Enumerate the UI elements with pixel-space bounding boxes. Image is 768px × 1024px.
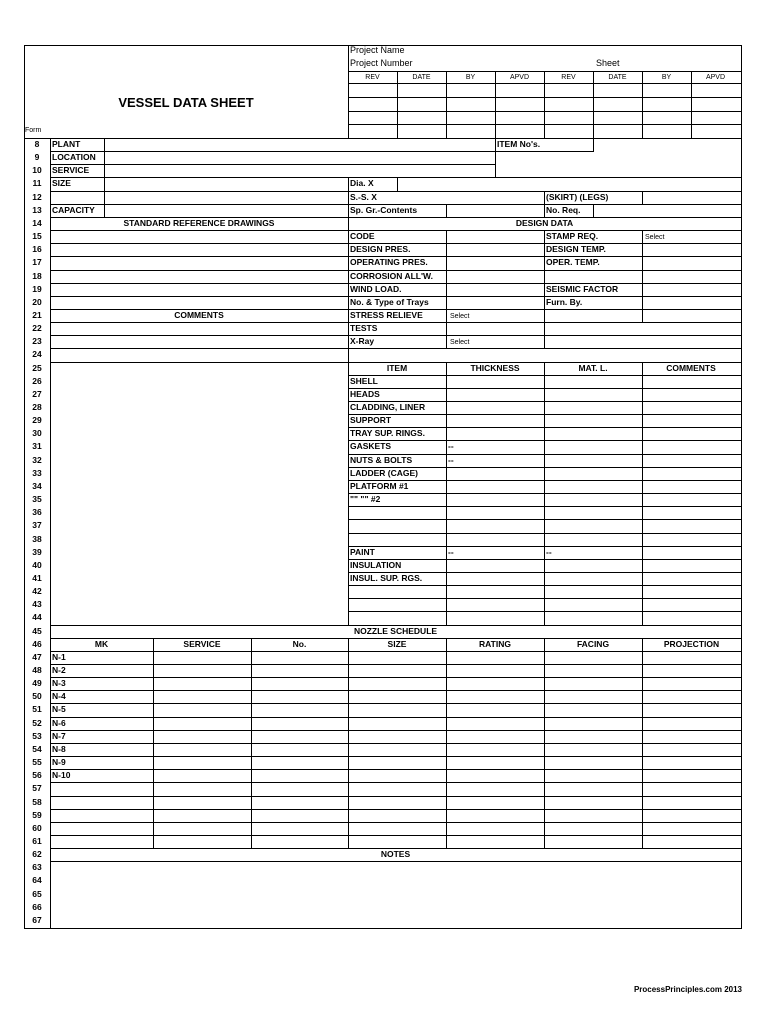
nozzle-divider xyxy=(153,638,154,849)
nozzle-mark: N-7 xyxy=(52,731,66,741)
dd-divider xyxy=(642,256,643,271)
line-number: 43 xyxy=(32,599,42,609)
row-rule xyxy=(348,546,742,547)
line-number: 25 xyxy=(32,363,42,373)
design-data-label: CODE xyxy=(350,231,375,241)
nozzle-header: SIZE xyxy=(387,639,407,649)
ss-label: S.-S. X xyxy=(350,192,377,202)
nozzle-divider xyxy=(642,638,643,849)
line-number: 8 xyxy=(34,139,40,149)
rev-grid-row xyxy=(348,97,742,98)
line-number: 33 xyxy=(32,468,42,478)
line-number: 9 xyxy=(34,152,40,162)
line-number: 27 xyxy=(32,389,42,399)
row-rule xyxy=(348,533,742,534)
line-number: 12 xyxy=(32,192,42,202)
line-number: 36 xyxy=(32,507,42,517)
line-number: 64 xyxy=(32,875,42,885)
materials-item: INSULATION xyxy=(350,560,402,570)
line-number: 46 xyxy=(32,639,42,649)
design-data-label: X-Ray xyxy=(350,336,375,346)
design-data-heading: DESIGN DATA xyxy=(515,218,574,228)
line-number: 60 xyxy=(32,823,42,833)
general-label-divider xyxy=(104,138,105,218)
design-data-label: OPERATING PRES. xyxy=(350,257,428,267)
row-rule xyxy=(348,559,742,560)
row-rule xyxy=(104,177,742,178)
skirt-divider xyxy=(544,191,545,218)
nozzle-header: PROJECTION xyxy=(663,639,720,649)
mat-divider xyxy=(642,362,643,626)
item-divider xyxy=(593,138,594,152)
line-number: 49 xyxy=(32,678,42,688)
frame-bottom xyxy=(24,928,742,929)
dd-divider xyxy=(544,309,545,349)
materials-item: CLADDING, LINER xyxy=(350,402,426,412)
std-ref-drawings-heading: STANDARD REFERENCE DRAWINGS xyxy=(123,218,275,228)
line-number: 45 xyxy=(32,626,42,636)
row-rule xyxy=(348,611,742,612)
materials-header: ITEM xyxy=(386,363,408,373)
line-number: 20 xyxy=(32,297,42,307)
dd-divider xyxy=(544,296,545,310)
dia-label: Dia. X xyxy=(350,178,374,188)
rev-column-header: REV xyxy=(561,74,576,81)
dd-divider xyxy=(544,283,545,297)
line-number: 35 xyxy=(32,494,42,504)
line-number: 15 xyxy=(32,231,42,241)
nozzle-divider xyxy=(251,638,252,849)
nozzle-header: RATING xyxy=(479,639,511,649)
nozzle-mark: N-3 xyxy=(52,678,66,688)
footer-credit: ProcessPrinciples.com 2013 xyxy=(633,985,742,994)
dd-divider xyxy=(446,256,447,271)
row-rule xyxy=(50,348,742,349)
line-number: 67 xyxy=(32,915,42,925)
line-number: 11 xyxy=(32,178,42,188)
design-data-label: DESIGN TEMP. xyxy=(546,244,606,254)
nozzle-divider xyxy=(446,638,447,849)
rev-column-header: DATE xyxy=(608,74,627,81)
line-number: 44 xyxy=(32,612,42,622)
capacity-label: CAPACITY xyxy=(52,205,95,215)
line-number: 31 xyxy=(32,441,42,451)
sheet-label: Sheet xyxy=(596,58,620,68)
item-divider xyxy=(495,138,496,178)
row-rule xyxy=(348,414,742,415)
line-number: 32 xyxy=(32,455,42,465)
form-label: Form xyxy=(25,127,42,134)
location-label: LOCATION xyxy=(52,152,96,162)
project-name-label: Project Name xyxy=(350,45,405,55)
materials-item: INSUL. SUP. RGS. xyxy=(350,573,423,583)
line-number: 39 xyxy=(32,547,42,557)
row-rule xyxy=(50,151,496,152)
materials-item: TRAY SUP. RINGS. xyxy=(350,428,425,438)
line-number: 55 xyxy=(32,757,42,767)
line-number: 61 xyxy=(32,836,42,846)
nozzle-header: No. xyxy=(292,639,307,649)
design-data-label: TESTS xyxy=(350,323,378,333)
row-rule xyxy=(50,191,742,192)
dd-divider xyxy=(642,296,643,310)
stamp-select: Select xyxy=(645,234,665,241)
item-rule xyxy=(495,151,594,152)
materials-item: LADDER (CAGE) xyxy=(350,468,418,478)
line-number: 18 xyxy=(32,271,42,281)
skirt-divider xyxy=(642,191,643,205)
nozzle-header: FACING xyxy=(576,639,610,649)
materials-header: COMMENTS xyxy=(666,363,716,373)
dash: -- xyxy=(448,455,454,465)
dd-divider xyxy=(446,309,447,349)
row-rule xyxy=(348,440,742,441)
dd-divider xyxy=(446,283,447,297)
line-number: 66 xyxy=(32,902,42,912)
line-number: 58 xyxy=(32,797,42,807)
stress-select: Select xyxy=(450,313,470,320)
materials-item: HEADS xyxy=(350,389,380,399)
nozzle-schedule-heading: NOZZLE SCHEDULE xyxy=(353,626,438,636)
line-number: 10 xyxy=(32,165,42,175)
row-rule xyxy=(50,322,742,323)
nozzle-divider xyxy=(544,638,545,849)
row-rule xyxy=(348,388,742,389)
design-data-label: SEISMIC FACTOR xyxy=(546,284,619,294)
nozzle-mark: N-1 xyxy=(52,652,66,662)
header-bottom xyxy=(24,138,742,139)
item-nos-label: ITEM No's. xyxy=(497,139,541,149)
row-rule xyxy=(50,164,496,165)
line-number: 50 xyxy=(32,691,42,701)
nozzle-mark: N-10 xyxy=(52,770,71,780)
design-data-label: CORROSION ALL'W. xyxy=(350,271,433,281)
no-req-label: No. Req. xyxy=(546,205,581,215)
rev-grid-row xyxy=(348,111,742,112)
nozzle-mark: N-9 xyxy=(52,757,66,767)
dd-divider xyxy=(642,230,643,244)
line-number: 22 xyxy=(32,323,42,333)
nozzle-header: SERVICE xyxy=(183,639,221,649)
project-number-label: Project Number xyxy=(350,58,413,68)
line-number: 52 xyxy=(32,718,42,728)
materials-item: PLATFORM #1 xyxy=(350,481,409,491)
line-number: 40 xyxy=(32,560,42,570)
line-number: 47 xyxy=(32,652,42,662)
row-rule xyxy=(50,230,742,231)
dash: -- xyxy=(448,547,454,557)
design-data-label: Furn. By. xyxy=(546,297,583,307)
sp-gr-label: Sp. Gr.-Contents xyxy=(350,205,418,215)
rev-column-header: APVD xyxy=(705,74,726,81)
materials-item: SUPPORT xyxy=(350,415,392,425)
plant-label: PLANT xyxy=(52,139,81,149)
line-number: 14 xyxy=(32,218,42,228)
line-number: 24 xyxy=(32,349,42,359)
dash: -- xyxy=(546,547,552,557)
dd-divider xyxy=(446,296,447,310)
materials-header: MAT. L. xyxy=(578,363,608,373)
design-data-label: DESIGN PRES. xyxy=(350,244,411,254)
line-number: 29 xyxy=(32,415,42,425)
nozzle-mark: N-5 xyxy=(52,704,66,714)
dd-divider xyxy=(446,270,447,284)
line-number: 59 xyxy=(32,810,42,820)
nozzle-mark: N-4 xyxy=(52,691,66,701)
service-label: SERVICE xyxy=(52,165,90,175)
nozzle-header: MK xyxy=(94,639,109,649)
line-number: 62 xyxy=(32,849,42,859)
size-label: SIZE xyxy=(52,178,71,188)
line-number: 30 xyxy=(32,428,42,438)
line-number: 41 xyxy=(32,573,42,583)
line-number: 37 xyxy=(32,520,42,530)
dd-divider xyxy=(544,243,545,257)
dd-divider xyxy=(544,230,545,244)
line-number: 65 xyxy=(32,889,42,899)
materials-item: SHELL xyxy=(350,376,378,386)
line-number: 26 xyxy=(32,376,42,386)
notes-heading: NOTES xyxy=(380,849,411,859)
nozzle-mark: N-8 xyxy=(52,744,66,754)
design-data-label: OPER. TEMP. xyxy=(546,257,600,267)
rev-column-header: DATE xyxy=(412,74,431,81)
row-rule xyxy=(348,493,742,494)
noreq-divider xyxy=(593,204,594,218)
mat-divider xyxy=(544,362,545,626)
rev-column-header: APVD xyxy=(509,74,530,81)
materials-header: THICKNESS xyxy=(470,363,520,373)
dd-divider xyxy=(642,309,643,323)
line-number: 38 xyxy=(32,534,42,544)
materials-item: GASKETS xyxy=(350,441,392,451)
line-number: 63 xyxy=(32,862,42,872)
dd-divider xyxy=(446,230,447,244)
dd-divider xyxy=(544,270,545,284)
dd-divider xyxy=(446,243,447,257)
dd-divider xyxy=(544,256,545,271)
rev-column-header: BY xyxy=(465,74,476,81)
line-number: 34 xyxy=(32,481,42,491)
dash: -- xyxy=(448,441,454,451)
materials-item: NUTS & BOLTS xyxy=(350,455,413,465)
nozzle-mark: N-6 xyxy=(52,718,66,728)
materials-item: PAINT xyxy=(350,547,375,557)
comments-heading: COMMENTS xyxy=(174,310,224,320)
mid-divider xyxy=(348,217,349,363)
dd-divider xyxy=(642,270,643,284)
row-rule xyxy=(348,585,742,586)
line-number: 19 xyxy=(32,284,42,294)
line-number: 23 xyxy=(32,336,42,346)
line-number: 57 xyxy=(32,783,42,793)
line-number: 51 xyxy=(32,704,42,714)
row-rule xyxy=(348,598,742,599)
sp-divider xyxy=(446,204,447,218)
line-number: 53 xyxy=(32,731,42,741)
line-number: 48 xyxy=(32,665,42,675)
nozzle-divider xyxy=(348,638,349,849)
design-data-label: WIND LOAD. xyxy=(350,284,402,294)
row-rule xyxy=(50,861,742,862)
design-data-label: STAMP REQ. xyxy=(546,231,599,241)
row-rule xyxy=(50,335,742,336)
skirt-legs-label: (SKIRT) (LEGS) xyxy=(546,192,609,202)
xray-select: Select xyxy=(450,339,470,346)
design-data-label: No. & Type of Trays xyxy=(350,297,429,307)
materials-item: "" "" #2 xyxy=(350,494,381,504)
mid-divider xyxy=(348,362,349,626)
line-number: 16 xyxy=(32,244,42,254)
mid-divider xyxy=(348,177,349,218)
line-number: 28 xyxy=(32,402,42,412)
line-number: 13 xyxy=(32,205,42,215)
row-rule xyxy=(348,519,742,520)
rev-column-header: REV xyxy=(365,74,380,81)
dia-divider xyxy=(397,177,398,192)
rev-grid-row xyxy=(348,124,742,125)
row-rule xyxy=(348,506,742,507)
nozzle-mark: N-2 xyxy=(52,665,66,675)
line-number: 56 xyxy=(32,770,42,780)
line-number: 54 xyxy=(32,744,42,754)
design-data-label: STRESS RELIEVE xyxy=(350,310,423,320)
rev-column-header: BY xyxy=(661,74,672,81)
dd-divider xyxy=(642,283,643,297)
sheet-title: VESSEL DATA SHEET xyxy=(118,95,254,110)
line-number: 17 xyxy=(32,257,42,267)
line-number: 21 xyxy=(32,310,42,320)
row-rule xyxy=(348,375,742,376)
mat-divider xyxy=(446,362,447,626)
line-number: 42 xyxy=(32,586,42,596)
dd-divider xyxy=(642,243,643,257)
